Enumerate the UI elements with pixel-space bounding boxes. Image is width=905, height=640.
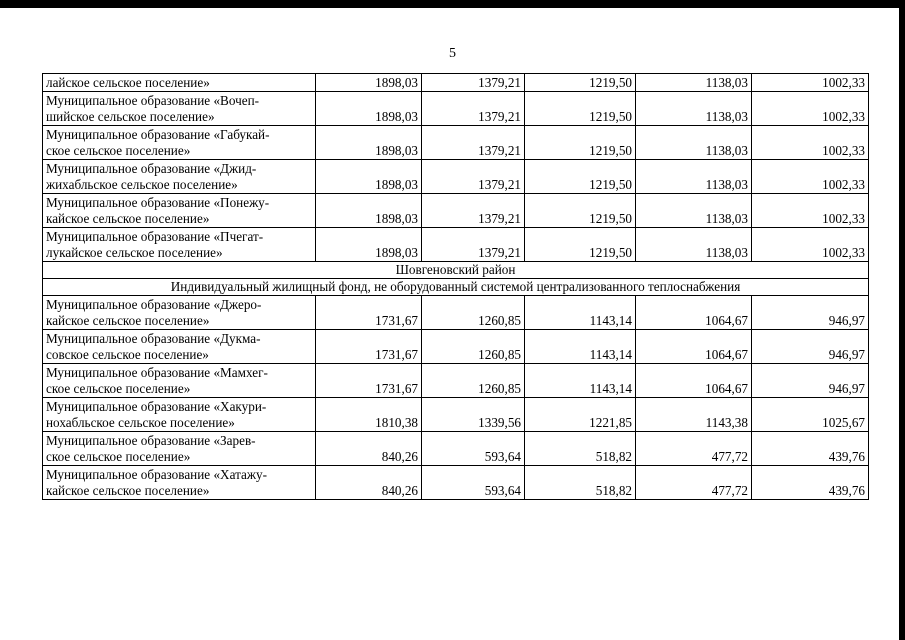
municipality-name-line: Муниципальное образование «Зарев- <box>46 433 256 448</box>
value-cell: 1064,67 <box>636 296 752 330</box>
section-header: Индивидуальный жилищный фонд, не оборудованный системой централизованного теплоснабжения <box>43 279 869 296</box>
value-cell: 1064,67 <box>636 364 752 398</box>
municipality-name-line: Муниципальное образование «Хакури- <box>46 399 267 414</box>
value-cell: 1379,21 <box>422 228 525 262</box>
value-cell: 1143,14 <box>525 296 636 330</box>
value-cell: 1138,03 <box>636 228 752 262</box>
tariff-table-body <box>43 74 869 500</box>
table-row <box>43 194 869 228</box>
value-cell: 1219,50 <box>525 194 636 228</box>
value-cell: 840,26 <box>316 432 422 466</box>
municipality-name-line: жихабльское сельское поселение» <box>46 177 238 192</box>
municipality-name-line: лукайское сельское поселение» <box>46 245 223 260</box>
value-cell: 477,72 <box>636 432 752 466</box>
value-cell: 1810,38 <box>316 398 422 432</box>
municipality-name-cell <box>43 92 316 126</box>
value-cell: 1138,03 <box>636 194 752 228</box>
value-cell: 1219,50 <box>525 228 636 262</box>
value-cell: 840,26 <box>316 466 422 500</box>
table-row <box>43 126 869 160</box>
value-cell: 1339,56 <box>422 398 525 432</box>
municipality-name-line: лайское сельское поселение» <box>46 75 210 90</box>
municipality-name-cell <box>43 466 316 500</box>
value-cell: 1143,38 <box>636 398 752 432</box>
value-cell: 1143,14 <box>525 330 636 364</box>
value-cell: 1219,50 <box>525 92 636 126</box>
municipality-name-cell <box>43 228 316 262</box>
municipality-name-line: Муниципальное образование «Хатажу- <box>46 467 267 482</box>
value-cell: 1138,03 <box>636 160 752 194</box>
value-cell: 1898,03 <box>316 126 422 160</box>
value-cell: 1221,85 <box>525 398 636 432</box>
municipality-name-line: Муниципальное образование «Понежу- <box>46 195 270 210</box>
value-cell: 1260,85 <box>422 364 525 398</box>
section-header: Шовгеновский район <box>43 262 869 279</box>
table-row <box>43 296 869 330</box>
section-header-row <box>43 279 869 296</box>
value-cell: 1898,03 <box>316 92 422 126</box>
municipality-name-cell <box>43 126 316 160</box>
value-cell: 1379,21 <box>422 160 525 194</box>
value-cell: 1898,03 <box>316 194 422 228</box>
value-cell: 1002,33 <box>752 228 869 262</box>
value-cell: 1002,33 <box>752 194 869 228</box>
table-row <box>43 92 869 126</box>
municipality-name-line: Муниципальное образование «Джеро- <box>46 297 262 312</box>
value-cell: 1219,50 <box>525 74 636 92</box>
value-cell: 1138,03 <box>636 92 752 126</box>
table-row <box>43 364 869 398</box>
table-row <box>43 398 869 432</box>
value-cell: 1379,21 <box>422 92 525 126</box>
value-cell: 1731,67 <box>316 296 422 330</box>
value-cell: 946,97 <box>752 364 869 398</box>
value-cell: 1898,03 <box>316 74 422 92</box>
municipality-name-line: ское сельское поселение» <box>46 449 191 464</box>
municipality-name-line: шийское сельское поселение» <box>46 109 215 124</box>
municipality-name-cell <box>43 74 316 92</box>
value-cell: 1731,67 <box>316 364 422 398</box>
value-cell: 477,72 <box>636 466 752 500</box>
table-row <box>43 330 869 364</box>
value-cell: 1379,21 <box>422 74 525 92</box>
value-cell: 946,97 <box>752 296 869 330</box>
municipality-name-cell <box>43 432 316 466</box>
value-cell: 593,64 <box>422 432 525 466</box>
table-row <box>43 228 869 262</box>
table-row <box>43 160 869 194</box>
value-cell: 1002,33 <box>752 126 869 160</box>
municipality-name-line: Муниципальное образование «Дукма- <box>46 331 261 346</box>
value-cell: 439,76 <box>752 432 869 466</box>
value-cell: 1138,03 <box>636 74 752 92</box>
municipality-name-line: Муниципальное образование «Вочеп- <box>46 93 260 108</box>
value-cell: 1379,21 <box>422 126 525 160</box>
value-cell: 1002,33 <box>752 92 869 126</box>
value-cell: 593,64 <box>422 466 525 500</box>
municipality-name-cell <box>43 398 316 432</box>
value-cell: 1379,21 <box>422 194 525 228</box>
municipality-name-line: кайское сельское поселение» <box>46 483 210 498</box>
value-cell: 439,76 <box>752 466 869 500</box>
municipality-name-line: кайское сельское поселение» <box>46 211 210 226</box>
municipality-name-line: нохабльское сельское поселение» <box>46 415 235 430</box>
municipality-name-cell <box>43 330 316 364</box>
value-cell: 1064,67 <box>636 330 752 364</box>
municipality-name-line: ское сельское поселение» <box>46 381 191 396</box>
municipality-name-cell <box>43 296 316 330</box>
municipality-name-line: ское сельское поселение» <box>46 143 191 158</box>
value-cell: 1731,67 <box>316 330 422 364</box>
value-cell: 1260,85 <box>422 330 525 364</box>
municipality-name-line: совское сельское поселение» <box>46 347 209 362</box>
table-row <box>43 74 869 92</box>
value-cell: 518,82 <box>525 466 636 500</box>
municipality-name-line: Муниципальное образование «Джид- <box>46 161 257 176</box>
municipality-name-cell <box>43 194 316 228</box>
page-number: 5 <box>449 46 456 61</box>
value-cell: 1138,03 <box>636 126 752 160</box>
value-cell: 1143,14 <box>525 364 636 398</box>
value-cell: 1025,67 <box>752 398 869 432</box>
value-cell: 1898,03 <box>316 228 422 262</box>
value-cell: 1219,50 <box>525 160 636 194</box>
value-cell: 1260,85 <box>422 296 525 330</box>
value-cell: 1002,33 <box>752 74 869 92</box>
municipality-name-line: Муниципальное образование «Габукай- <box>46 127 270 142</box>
value-cell: 1002,33 <box>752 160 869 194</box>
table-row <box>43 432 869 466</box>
value-cell: 1219,50 <box>525 126 636 160</box>
municipality-name-line: Муниципальное образование «Мамхег- <box>46 365 268 380</box>
value-cell: 946,97 <box>752 330 869 364</box>
value-cell: 1898,03 <box>316 160 422 194</box>
municipality-name-line: кайское сельское поселение» <box>46 313 210 328</box>
table-row <box>43 466 869 500</box>
municipality-name-cell <box>43 160 316 194</box>
municipality-name-line: Муниципальное образование «Пчегат- <box>46 229 264 244</box>
municipality-name-cell <box>43 364 316 398</box>
value-cell: 518,82 <box>525 432 636 466</box>
tariff-table <box>42 73 869 500</box>
section-header-row <box>43 262 869 279</box>
